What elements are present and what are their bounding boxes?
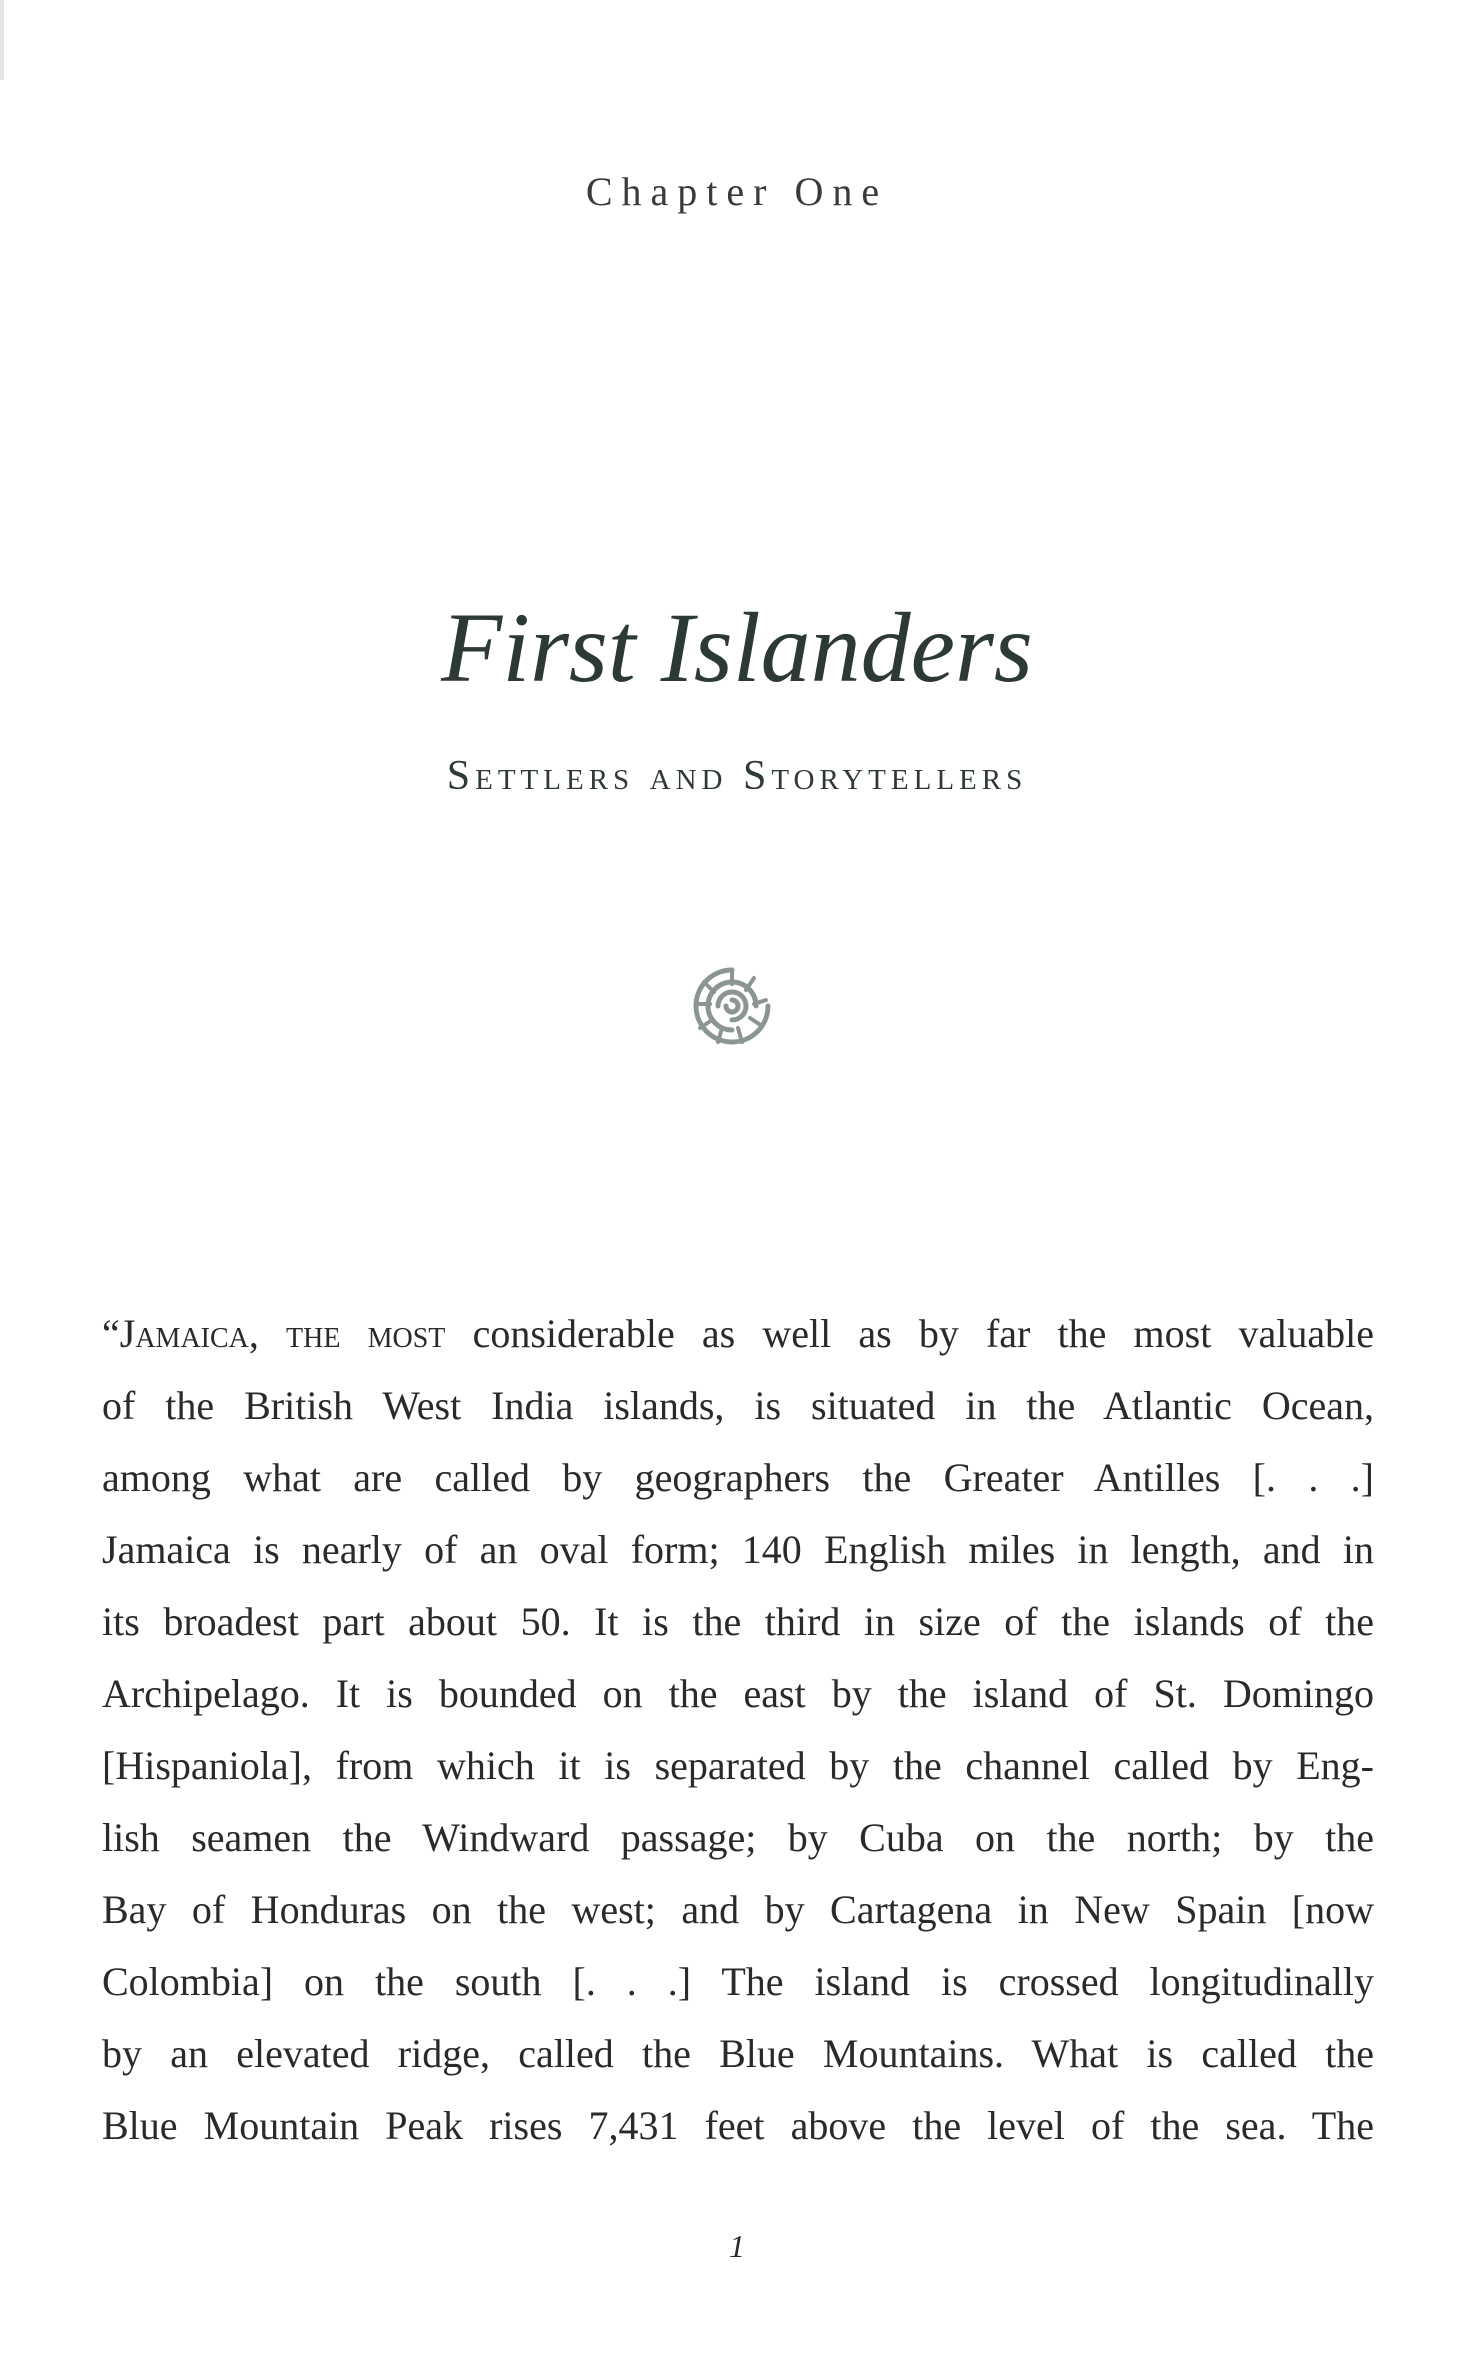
body-line: lish seamen the Windward passage; by Cuba on the north; by the <box>102 1815 1374 1860</box>
body-line: Archipelago. It is bounded on the east by the island of St. Domingo <box>102 1671 1374 1716</box>
lead-in: “Jamaica, the most <box>102 1311 446 1356</box>
body-line: Colombia] on the south [. . .] The island is crossed longitudinally <box>102 1959 1374 2004</box>
body-line-text: considerable as well as by far the most valuable <box>445 1311 1374 1356</box>
body-line: its broadest part about 50. It is the third in size of the islands of the <box>102 1599 1374 1644</box>
body-line: Jamaica is nearly of an oval form; 140 English miles in length, and in <box>102 1527 1374 1572</box>
page-number: 1 <box>729 2228 745 2264</box>
body-line <box>102 1298 1374 1370</box>
chapter-subtitle: Settlers and Storytellers <box>446 753 1028 799</box>
body-text <box>102 1298 1374 2162</box>
page-edge-shadow <box>0 0 4 80</box>
body-line: among what are called by geographers the Greater Antilles [. . .] <box>102 1455 1374 1500</box>
body-line: of the British West India islands, is situated in the Atlantic Ocean, <box>102 1383 1374 1428</box>
body-line: Bay of Honduras on the west; and by Cartagena in New Spain [now <box>102 1887 1374 1932</box>
chapter-label: Chapter One <box>585 169 889 214</box>
chapter-title: First Islanders <box>441 592 1033 703</box>
nautilus-shell-icon <box>684 958 780 1054</box>
body-line: by an elevated ridge, called the Blue Mountains. What is called the <box>102 2031 1374 2076</box>
body-line: [Hispaniola], from which it is separated by the channel called by Eng- <box>102 1743 1374 1788</box>
body-line: Blue Mountain Peak rises 7,431 feet above the level of the sea. The <box>102 2103 1374 2148</box>
